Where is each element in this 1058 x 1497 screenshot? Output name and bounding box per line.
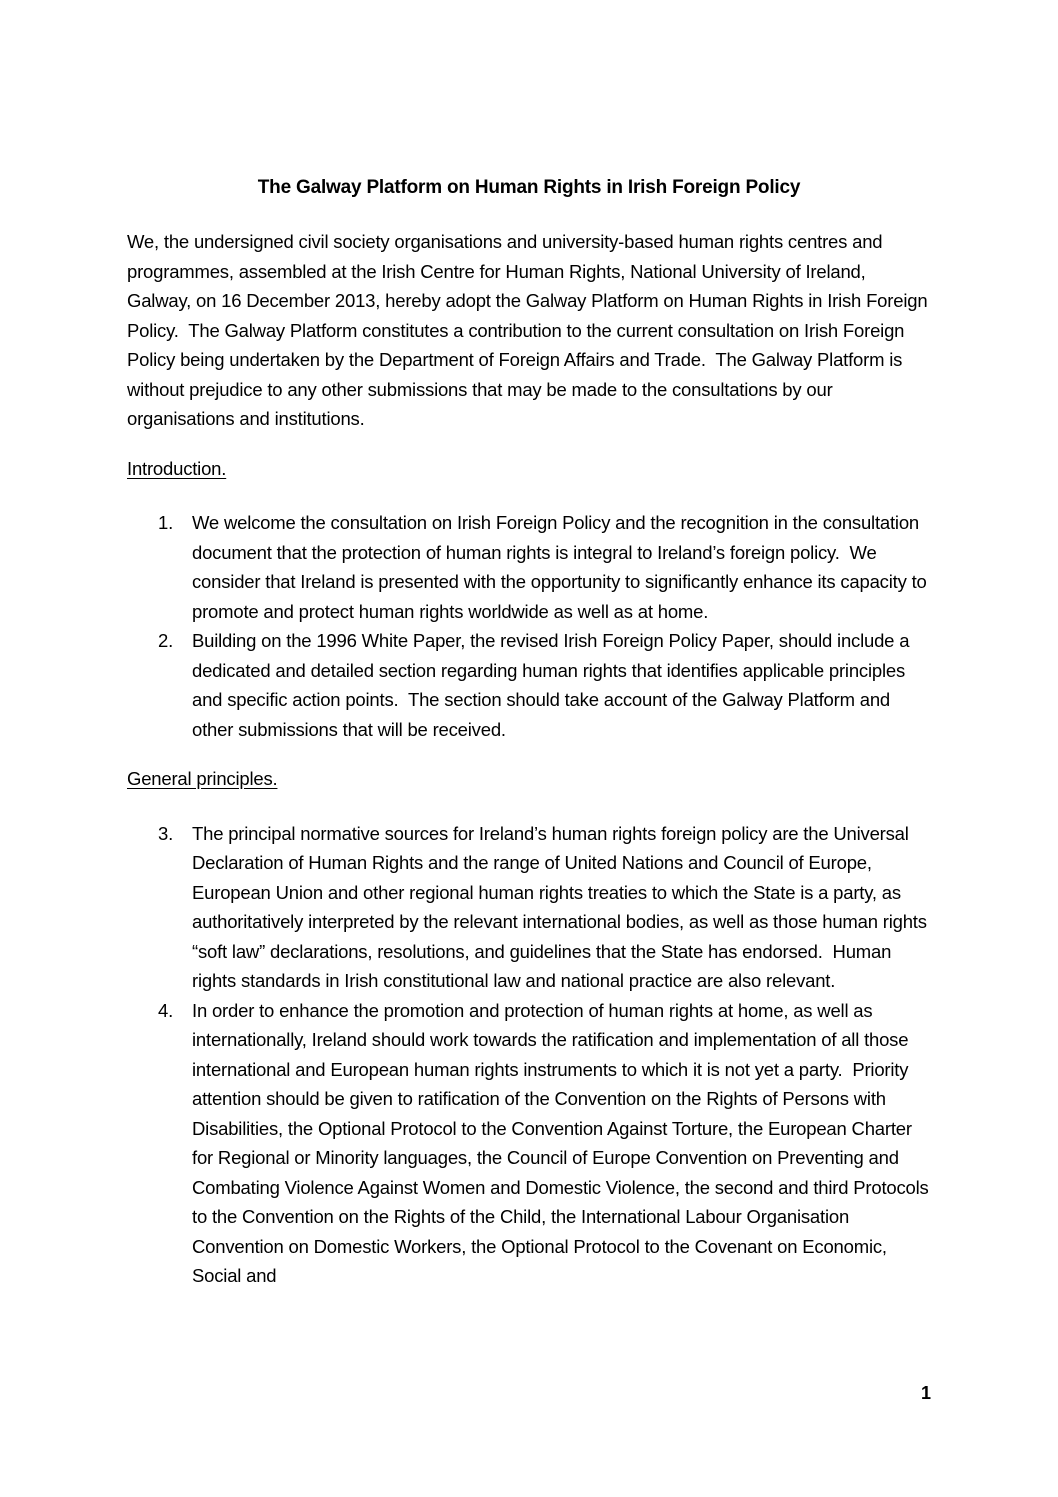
opening-paragraph: We, the undersigned civil society organisations and university-based human rights centres and programmes, assembled at the Irish Centre for Human Rights, National University of Ireland, Galway, on 16 December 2013, hereby adopt the Galway Platform on Human Rights in Irish Foreign Policy. The Galway Platform constitutes a contribution to the current consultation on Irish Foreign Policy being undertaken by the Department of Foreign Affairs and Trade. The Galway Platform is without prejudice to any other submissions that may be made to the consultations by our organisations and institutions. [127, 231, 933, 429]
list-item-text: Building on the 1996 White Paper, the revised Irish Foreign Policy Paper, should include a dedicated and detailed section regarding human rights that identifies applicable principles and specific action points. The section should take account of the Galway Platform and other submissions that will be received. [192, 630, 915, 740]
list-item [158, 626, 931, 744]
list-item-text: We welcome the consultation on Irish Foreign Policy and the recognition in the consultation document that the protection of human rights is integral to Ireland’s foreign policy. We consider that Ireland is presented with the opportunity to significantly enhance its capacity to promote and protect human rights worldwide as well as at home. [192, 512, 932, 622]
section-heading-introduction: Introduction. [127, 457, 227, 479]
list-item-number: 1. [158, 512, 174, 533]
list-item [158, 819, 931, 996]
list-item-text: The principal normative sources for Ireland’s human rights foreign policy are the Universal Declaration of Human Rights and the range of United Nations and Council of Europe, European Union and other regional human rights treaties to which the State is a party, as authoritatively interpreted by the relevant international bodies, as well as those human rights “soft law” declarations, resolutions, and guidelines that the State has endorsed. Human rights standards in Irish constitutional law and national practice are also relevant. [192, 822, 932, 991]
general-principles-list [158, 819, 934, 1291]
list-item-number: 3. [158, 822, 174, 844]
page-number: 1 [920, 1383, 931, 1403]
list-item-text: In order to enhance the promotion and protection of human rights at home, as well as internationally, Ireland should work towards the ratification and implementation of all those international and European human rights instruments to which it is not yet a party. Priority attention should be given to ratification of the Convention on the Rights of Persons with Disabilities, the Optional Protocol to the Convention Against Torture, the European Charter for Regional or Minority languages, the Council of Europe Convention on Preventing and Combating Violence Against Women and Domestic Violence, the second and third Protocols to the Convention on the Rights of the Child, the International Labour Organisation Convention on Domestic Workers, the Optional Protocol to the Covenant on Economic, Social and [192, 999, 934, 1286]
list-item [158, 996, 934, 1291]
list-item [158, 508, 931, 626]
list-item-number: 2. [158, 630, 174, 651]
section-heading-general-principles: General principles. [127, 768, 278, 789]
introduction-list [158, 508, 931, 744]
document-title: The Galway Platform on Human Rights in Irish Foreign Policy [257, 177, 801, 198]
list-item-number: 4. [158, 999, 174, 1021]
